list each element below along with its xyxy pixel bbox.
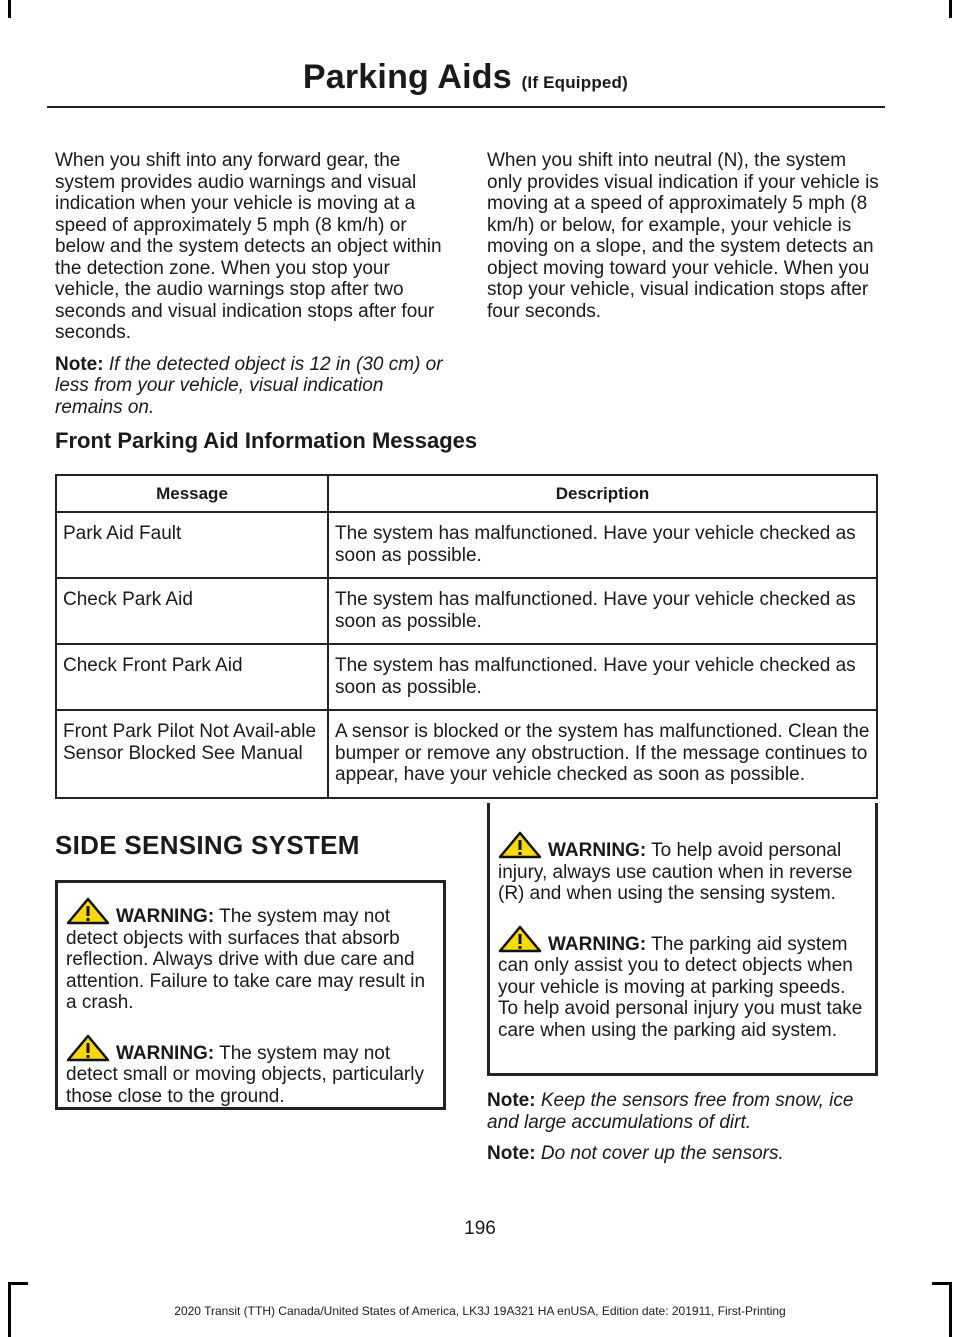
left-note bbox=[55, 354, 447, 419]
right-paragraph: When you shift into neutral (N), the system only provides visual indication if your vehicle is moving at a speed of approximately 5 mph (8 km/h) or below, for example, your vehicle is moving on a slope, and the system detects an object moving toward your vehicle. When you stop your vehicle, visual indication stops after four seconds. bbox=[487, 150, 879, 322]
note-label: Note: bbox=[55, 353, 104, 375]
page-number: 196 bbox=[464, 1218, 496, 1239]
table-header-row bbox=[56, 475, 877, 512]
section-heading: Front Parking Aid Information Messages bbox=[55, 428, 478, 453]
warning-triangle-icon bbox=[66, 1034, 110, 1062]
warning-label: WARNING: bbox=[116, 906, 215, 927]
note-text: If the detected object is 12 in (30 cm) or less from your vehicle, visual indication remains on. bbox=[55, 353, 443, 418]
warning bbox=[66, 897, 435, 1014]
note bbox=[487, 1143, 879, 1165]
table-row bbox=[56, 710, 877, 798]
crop-mark-bottom-left-h bbox=[8, 1282, 28, 1285]
note bbox=[487, 1090, 879, 1133]
crop-mark-top-left bbox=[8, 0, 11, 18]
warning bbox=[498, 831, 867, 905]
note-label: Note: bbox=[487, 1143, 536, 1164]
table-cell-message: Check Front Park Aid bbox=[56, 644, 328, 710]
left-warning-box bbox=[55, 880, 446, 1110]
warning-label: WARNING: bbox=[116, 1042, 215, 1064]
header-title: Parking Aids bbox=[302, 58, 512, 96]
warning-label: WARNING: bbox=[548, 840, 647, 861]
left-paragraph: When you shift into any forward gear, the system provides audio warnings and visual indication when your vehicle is moving at a speed of approximately 5 mph (8 km/h) or below and the system detects an object within the detection zone. When you stop your vehicle, the audio warnings stop after two seconds and visual indication stops after four seconds. bbox=[55, 150, 442, 343]
warning-text: The parking aid system can only assist you to detect objects when your vehicle is moving at parking speeds. To help avoid personal injury you must take care when using the parking aid system. bbox=[498, 933, 863, 1041]
crop-mark-top-right bbox=[949, 0, 952, 18]
header-subtitle: (If Equipped) bbox=[521, 73, 628, 92]
warning-text: The system may not detect objects with surfaces that absorb reflection. Always drive with due care and attention. Failure to take care may result in a crash. bbox=[66, 906, 426, 1013]
right-warning-box bbox=[487, 803, 878, 1076]
crop-mark-bottom-right-h bbox=[932, 1282, 952, 1285]
warning bbox=[498, 925, 867, 1042]
table-header-description: Description bbox=[328, 475, 877, 512]
page-header-title bbox=[303, 58, 628, 97]
warning-triangle-icon bbox=[498, 925, 542, 953]
warning bbox=[66, 1034, 435, 1108]
side-sensing-heading: SIDE SENSING SYSTEM bbox=[55, 830, 360, 860]
table-cell-description: The system has malfunctioned. Have your vehicle checked as soon as possible. bbox=[328, 578, 877, 644]
table-cell-message: Park Aid Fault bbox=[56, 512, 328, 578]
table-row bbox=[56, 512, 877, 578]
note-text: Keep the sensors free from snow, ice and large accumulations of dirt. bbox=[487, 1090, 854, 1133]
side-sensing-notes bbox=[487, 1090, 879, 1175]
table-header-message: Message bbox=[56, 475, 328, 512]
messages-table bbox=[55, 474, 878, 799]
left-column bbox=[55, 150, 447, 428]
note-label: Note: bbox=[487, 1090, 536, 1111]
warning-text: The system may not detect small or moving objects, particularly those close to the ground. bbox=[66, 1042, 424, 1107]
table-cell-message: Check Park Aid bbox=[56, 578, 328, 644]
header-rule bbox=[47, 106, 885, 108]
note-text: Do not cover up the sensors. bbox=[540, 1143, 784, 1164]
warning-triangle-icon bbox=[66, 897, 110, 925]
table-cell-description: The system has malfunctioned. Have your vehicle checked as soon as possible. bbox=[328, 512, 877, 578]
table-cell-description: The system has malfunctioned. Have your vehicle checked as soon as possible. bbox=[328, 644, 877, 710]
table-cell-description: A sensor is blocked or the system has malfunctioned. Clean the bumper or remove any obstruction. If the message continues to appear, have your vehicle checked as soon as possible. bbox=[328, 710, 877, 798]
table-row bbox=[56, 644, 877, 710]
edition-line: 2020 Transit (TTH) Canada/United States of America, LK3J 19A321 HA enUSA, Edition date: 201911, First-Printing bbox=[174, 1304, 786, 1318]
table-cell-message: Front Park Pilot Not Avail-able Sensor Blocked See Manual bbox=[56, 710, 328, 798]
table-row bbox=[56, 578, 877, 644]
warning-triangle-icon bbox=[498, 831, 542, 859]
warning-text: To help avoid personal injury, always use caution when in reverse (R) and when using the sensing system. bbox=[498, 840, 853, 904]
warning-label: WARNING: bbox=[548, 933, 647, 955]
right-column bbox=[487, 150, 879, 332]
